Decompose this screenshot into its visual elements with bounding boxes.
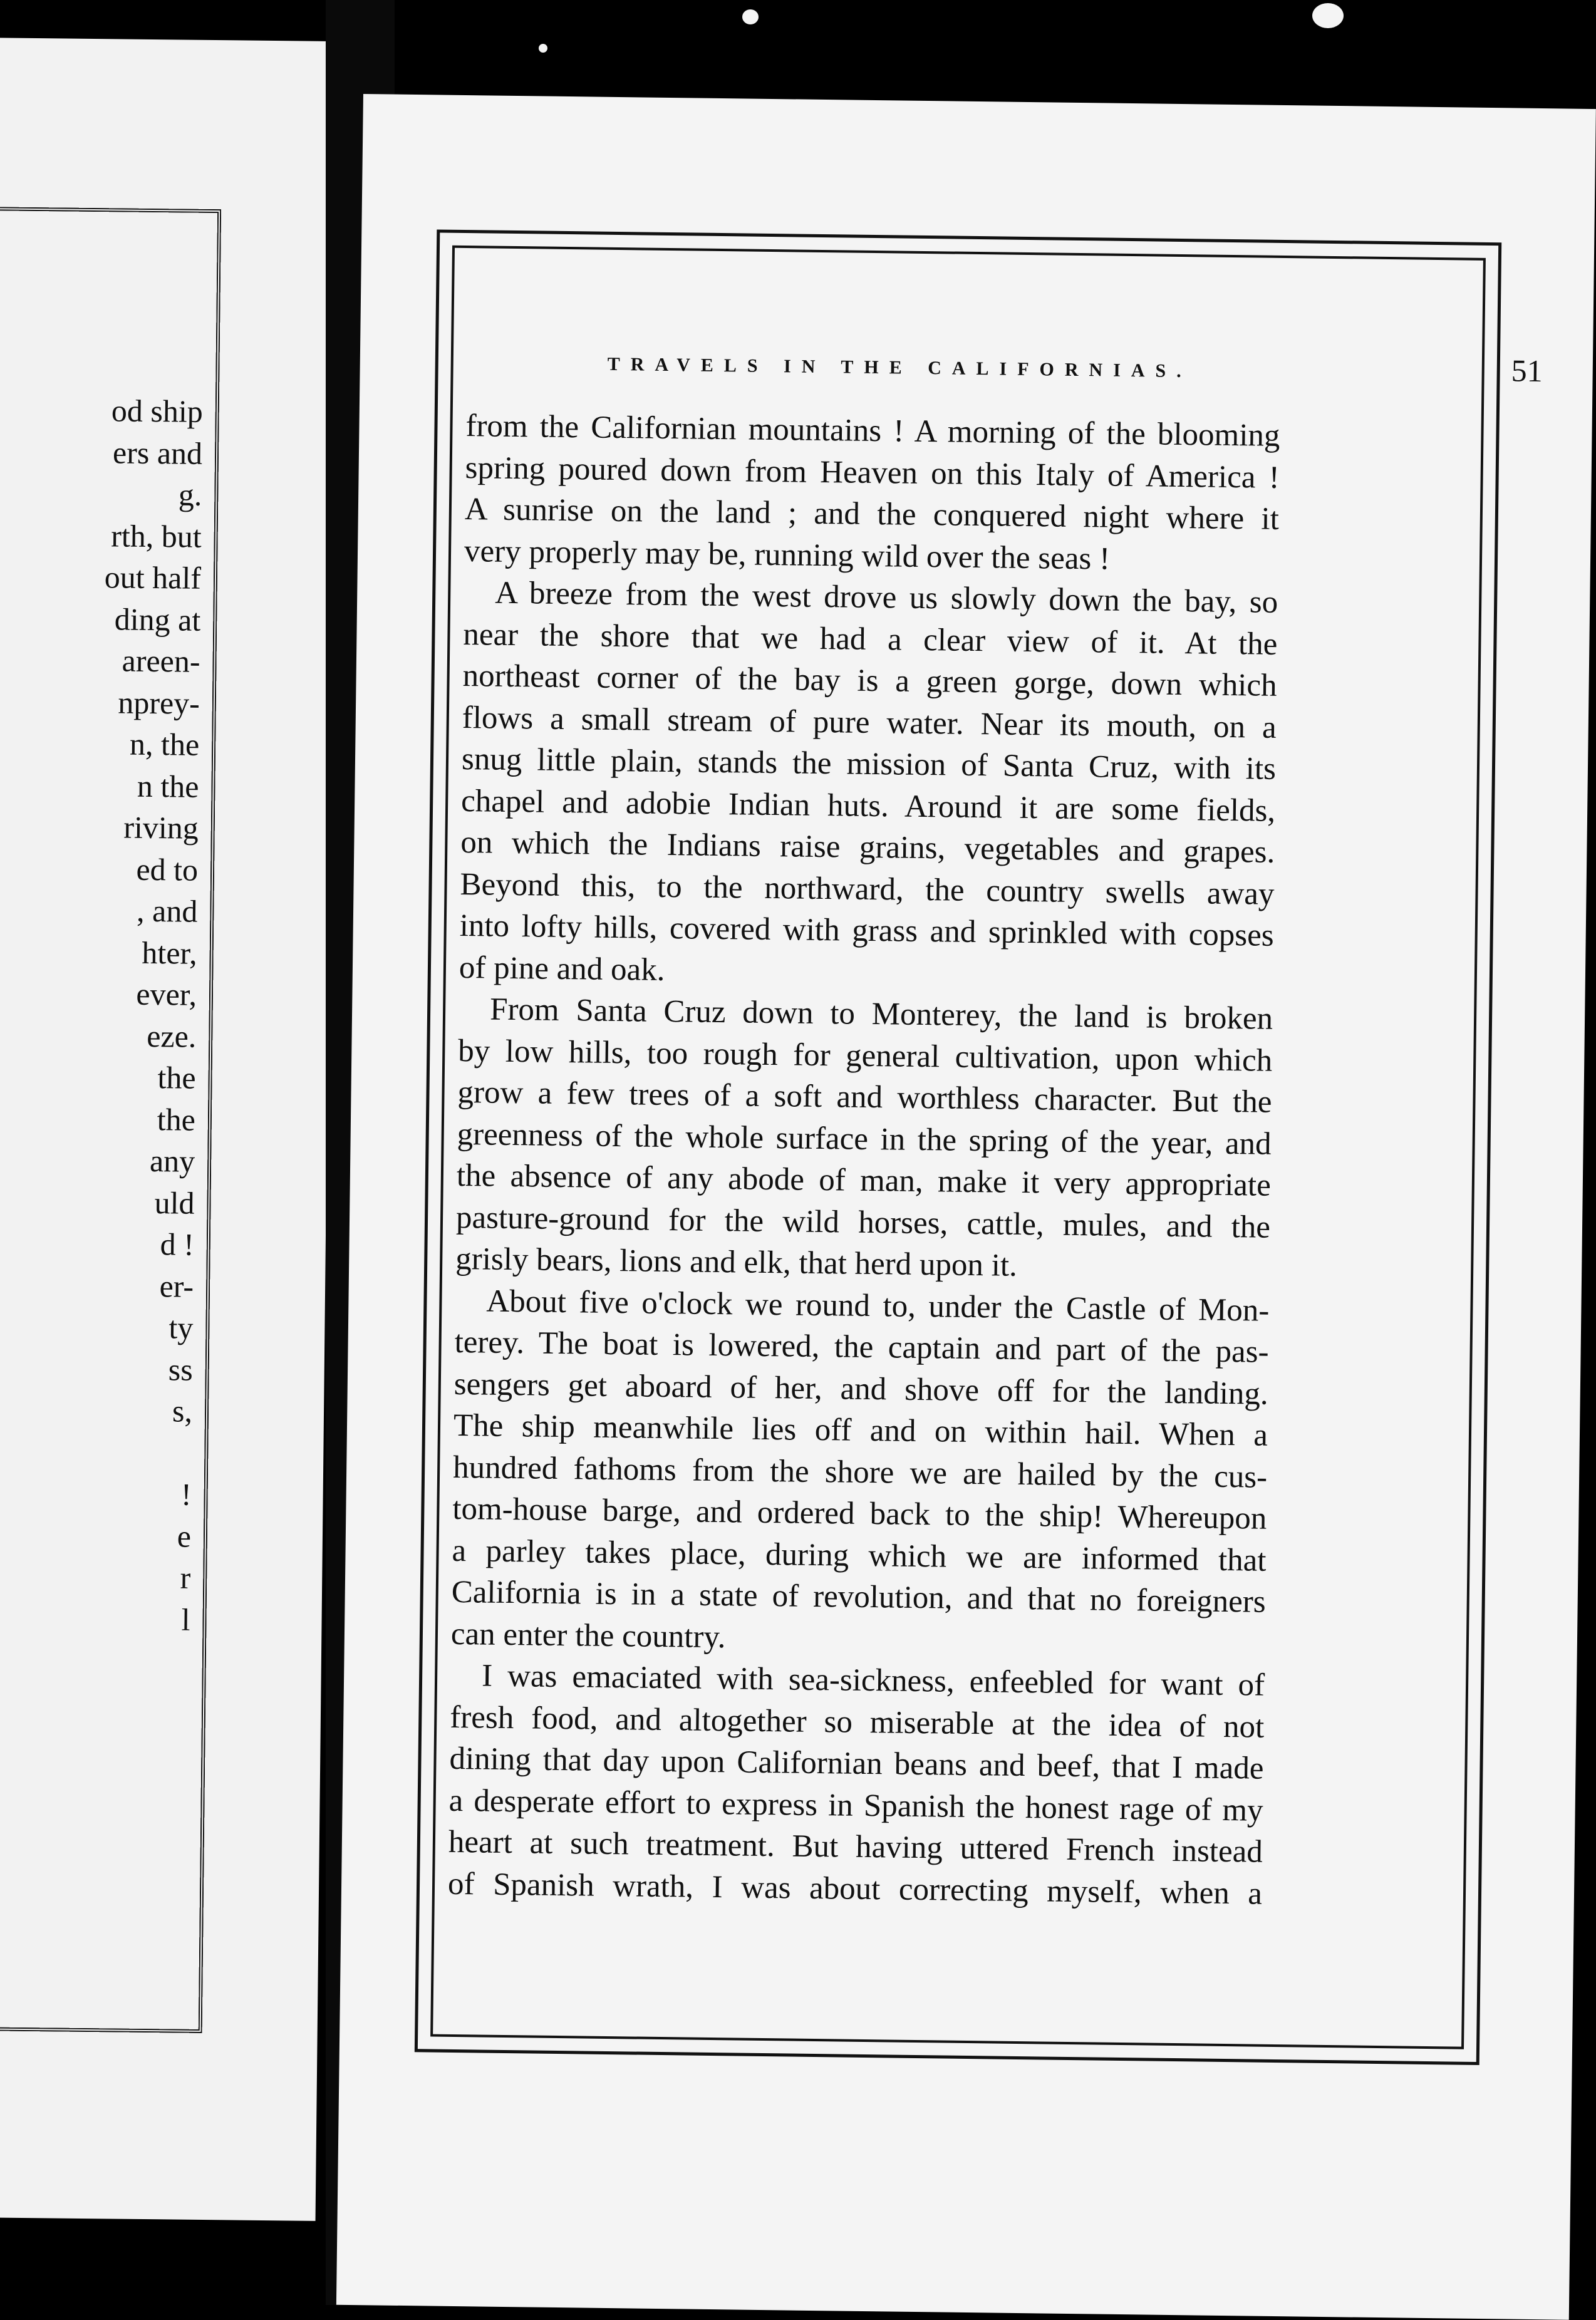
text-line: spring poured down from Heaven on this Italy of America ! [465,450,1280,495]
scan-speck [1312,3,1344,28]
paragraph [451,1280,1270,1664]
left-page-line: er- [159,1268,194,1304]
text-line: heart at such treatment. But having uttered French instead [448,1824,1263,1870]
text-line: terey. The boat is lowered, the captain and part of the pas- [454,1324,1269,1370]
text-line: of Spanish wrath, I was about correcting myself, when a [447,1866,1263,1912]
left-page-line: the [157,1101,196,1137]
left-page-line: , and [136,893,198,929]
text-line: sengers get aboard of her, and shove off for the landing. [453,1366,1269,1412]
text-line: by low hills, too rough for general cultivation, upon which [458,1033,1273,1079]
running-title: TRAVELS IN THE CALIFORNIAS. [607,353,1192,382]
left-page-line: out half [104,559,202,596]
paragraph [448,1655,1265,1915]
left-page-line: l [181,1602,190,1637]
text-line: tom-house barge, and ordered back to the ship! Whereupon [452,1491,1267,1536]
text-line: of pine and oak. [459,950,665,988]
paragraph [459,572,1278,998]
text-line: A sunrise on the land ; and the conquered night where it [464,492,1280,537]
text-line: dining that day upon Californian beans and beef, that I made [449,1741,1264,1786]
left-page-line: od ship [111,393,204,429]
text-line: pasture-ground for the wild horses, cattle, mules, and the [455,1199,1271,1245]
text-line: grisly bears, lions and elk, that herd upon it. [455,1241,1018,1283]
text-line: flows a small stream of pure water. Near its mouth, on a [462,700,1277,745]
left-page-line: uld [154,1184,195,1221]
left-page-line: areen- [122,643,200,679]
text-line: The ship meanwhile lies off and on within hail. When a [453,1407,1268,1453]
left-page-line: riving [123,809,199,846]
text-line: into lofty hills, covered with grass and sprinkled with copses [459,908,1275,953]
text-line: About five o'clock we round to, under the Castle of Mon- [486,1283,1270,1328]
left-page-line: d ! [160,1226,195,1262]
left-page-line: ding at [114,601,201,638]
text-line: the absence of any abode of man, make it very appropriate [456,1157,1272,1203]
text-line: Beyond this, to the northward, the country swells away [460,866,1275,912]
left-page-line: r [180,1560,191,1595]
right-page [336,94,1596,2320]
text-line: near the shore that we had a clear view of it. At the [463,616,1278,662]
text-line: From Santa Cruz down to Monterey, the land is broken [489,992,1273,1037]
text-line: greenness of the whole surface in the spring of the year, and [457,1116,1272,1162]
left-page-line [0,1429,192,1473]
text-line: a desperate effort to express in Spanish the honest rage of my [448,1783,1263,1828]
text-line: snug little plain, stands the mission of Santa Cruz, with its [461,741,1277,787]
text-line: from the Californian mountains ! A morning of the blooming [465,408,1280,453]
left-page-line: ers and [112,434,203,471]
text-line: on which the Indians raise grains, vegetables and grapes. [460,824,1275,870]
left-page-line: the [157,1060,196,1095]
left-page-line: g. [178,477,202,512]
left-page-line: hter, [142,935,198,971]
left-page-line: ty [168,1310,194,1345]
text-line: northeast corner of the bay is a green gorge, down which [462,658,1277,703]
text-line: chapel and adobie Indian huts. Around it are some fields, [460,783,1276,829]
left-page [0,38,338,2221]
text-line: can enter the country. [450,1616,726,1655]
scan-speck [742,9,759,24]
left-page-line: ss [168,1351,194,1387]
text-line: California is in a state of revolution, and that no foreigners [451,1574,1267,1620]
text-line: I was emaciated with sea-sickness, enfeebled for want of [481,1658,1265,1703]
left-page-line: ed to [136,851,199,888]
body-text [448,405,1280,1915]
text-line: grow a few trees of a soft and worthless character. But the [457,1074,1272,1120]
text-line: fresh food, and altogether so miserable at the idea of not [450,1699,1265,1745]
paragraph [464,405,1280,582]
paragraph [455,988,1273,1290]
left-page-line: nprey- [118,684,200,721]
text-line: a parley takes place, during which we are informed that [452,1533,1267,1578]
page-number: 51 [1511,353,1543,389]
left-page-line: n the [137,768,199,804]
left-page-line: ever, [136,976,197,1012]
left-page-line: e [177,1518,192,1554]
scan-speck [539,44,547,53]
text-line: A breeze from the west drove us slowly down the bay, so [494,575,1278,620]
left-page-line: eze. [146,1018,197,1054]
text-line: hundred fathoms from the shore we are hailed by the cus- [452,1449,1268,1495]
text-line: very properly may be, running wild over the seas ! [464,533,1111,577]
left-page-line: s, [172,1393,193,1429]
left-page-line: n, the [129,726,200,762]
left-page-line: ! [180,1476,192,1512]
left-page-line: rth, but [110,517,202,554]
left-page-line: any [149,1143,195,1179]
left-page-text [0,388,203,1640]
